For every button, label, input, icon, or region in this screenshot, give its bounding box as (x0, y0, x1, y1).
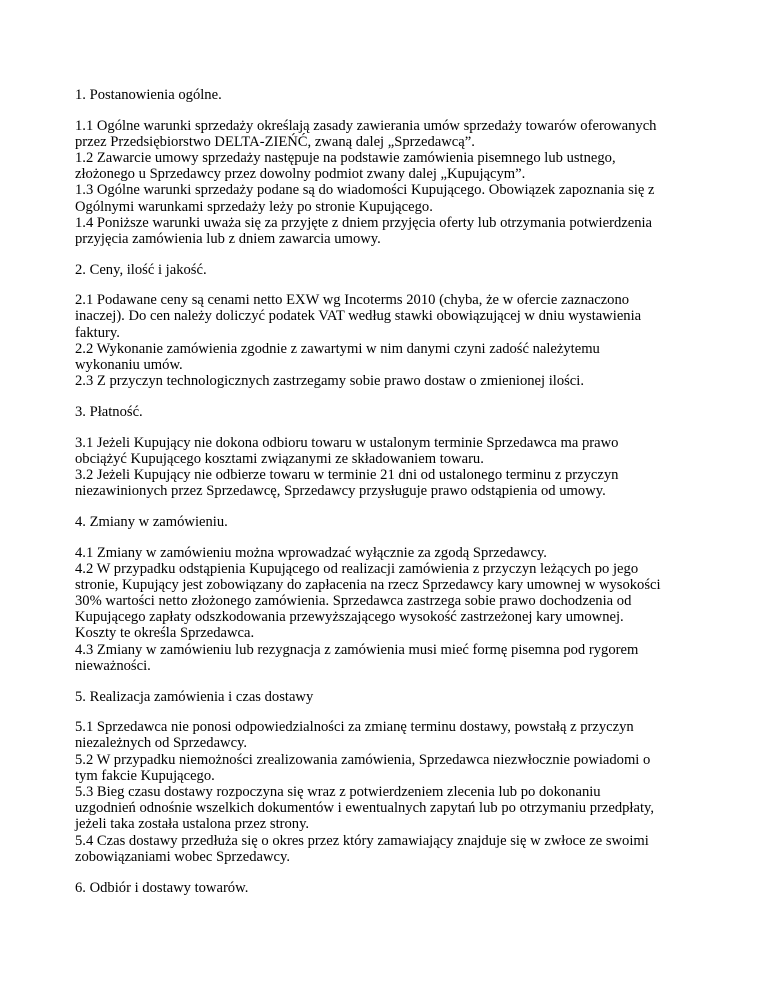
text-line: 4.2 W przypadku odstąpienia Kupującego od realizacji zamówienia z przyczyn leżących po jego (75, 560, 639, 577)
document-page (75, 87, 715, 896)
text-line: 4.1 Zmiany w zamówieniu można wprowadzać wyłącznie za zgodą Sprzedawcy. (75, 544, 547, 561)
text-line: wykonaniu umów. (75, 357, 183, 374)
section-heading: 1. Postanowienia ogólne. (75, 87, 222, 103)
section-paragraph (75, 292, 715, 389)
text-line: uzgodnień odnośnie wszelkich dokumentów i ewentualnych zapytań lub po otrzymaniu przedpłaty, (75, 800, 654, 817)
text-line: 5.2 W przypadku niemożności zrealizowania zamówienia, Sprzedawca niezwłocznie powiadomi o (75, 751, 651, 768)
text-line: przez Przedsiębiorstwo DELTA-ZIEŃĆ, zwaną dalej „Sprzedawcą”. (75, 133, 475, 150)
section-paragraph (75, 719, 715, 865)
text-line: zobowiązaniami wobec Sprzedawcy. (75, 848, 291, 865)
section-heading: 5. Realizacja zamówienia i czas dostawy (75, 688, 314, 705)
text-line: 5.3 Bieg czasu dostawy rozpoczyna się wraz z potwierdzeniem zlecenia lub po dokonaniu (75, 783, 601, 800)
text-line: inaczej). Do cen należy doliczyć podatek VAT według stawki obowiązującej w dniu wystawienia (75, 308, 642, 325)
text-line: 2.1 Podawane ceny są cenami netto EXW wg Incoterms 2010 (chyba, że w ofercie zaznaczono (75, 292, 630, 309)
section-paragraph (75, 435, 715, 500)
section-heading: 3. Płatność. (75, 404, 143, 420)
text-line: 1.2 Zawarcie umowy sprzedaży następuje na podstawie zamówienia pisemnego lub ustnego, (75, 149, 616, 166)
text-line: 2.2 Wykonanie zamówienia zgodnie z zawartymi w nim danymi czyni zadość należytemu (75, 340, 600, 357)
text-line: nieważności. (75, 657, 151, 674)
text-line: stronie, Kupujący jest zobowiązany do zapłacenia na rzecz Sprzedawcy kary umownej w wysokości (75, 576, 661, 593)
text-line: 1.4 Poniższe warunki uważa się za przyjęte z dniem przyjęcia oferty lub otrzymania potwierdzenia (75, 214, 653, 231)
text-line: tym fakcie Kupującego. (75, 767, 215, 784)
text-line: Kupującego zapłaty odszkodowania przewyższającego wysokość zastrzeżonej kary umownej. (75, 609, 624, 626)
section-heading: 6. Odbiór i dostawy towarów. (75, 879, 249, 896)
text-line: złożonego u Sprzedawcy przez dowolny podmiot zwany dalej „Kupującym”. (75, 166, 526, 183)
section-heading: 4. Zmiany w zamówieniu. (75, 513, 228, 530)
section-heading: 2. Ceny, ilość i jakość. (75, 261, 207, 278)
text-line: 2.3 Z przyczyn technologicznych zastrzegamy sobie prawo dostaw o zmienionej ilości. (75, 373, 584, 390)
text-line: 5.4 Czas dostawy przedłuża się o okres przez który zamawiający znajduje się w zwłoce ze swoimi (75, 832, 649, 849)
text-line: Ogólnymi warunkami sprzedaży leży po stronie Kupującego. (75, 198, 433, 215)
text-line: 3.1 Jeżeli Kupujący nie dokona odbioru towaru w ustalonym terminie Sprzedawca ma prawo (75, 434, 619, 451)
text-line: niezawinionych przez Sprzedawcę, Sprzedawcy przysługuje prawo odstąpienia od umowy. (75, 483, 606, 500)
text-line: 1.3 Ogólne warunki sprzedaży podane są do wiadomości Kupującego. Obowiązek zapoznania się z (75, 182, 655, 199)
text-line: jeżeli taka została ustalona przez strony. (75, 816, 310, 833)
section-paragraph (75, 545, 715, 675)
text-line: Koszty te określa Sprzedawca. (75, 625, 255, 642)
text-line: 5.1 Sprzedawca nie ponosi odpowiedzialności za zmianę terminu dostawy, powstałą z przyczyn (75, 719, 634, 736)
text-line: faktury. (75, 324, 120, 341)
text-line: niezależnych od Sprzedawcy. (75, 735, 248, 752)
text-line: 3.2 Jeżeli Kupujący nie odbierze towaru w terminie 21 dni od ustalonego terminu z przyczyn (75, 466, 619, 483)
text-line: obciążyć Kupującego kosztami związanymi ze składowaniem towaru. (75, 450, 484, 467)
section-paragraph (75, 118, 715, 248)
text-line: 30% wartości netto złożonego zamówienia. Sprzedawca zastrzega sobie prawo dochodzenia od (75, 593, 632, 610)
text-line: 4.3 Zmiany w zamówieniu lub rezygnacja z zamówienia musi mieć formę pisemna pod rygorem (75, 641, 639, 658)
text-line: przyjęcia zamówienia lub z dniem zawarcia umowy. (75, 230, 381, 247)
text-line: 1.1 Ogólne warunki sprzedaży określają zasady zawierania umów sprzedaży towarów oferowanych (75, 117, 657, 134)
